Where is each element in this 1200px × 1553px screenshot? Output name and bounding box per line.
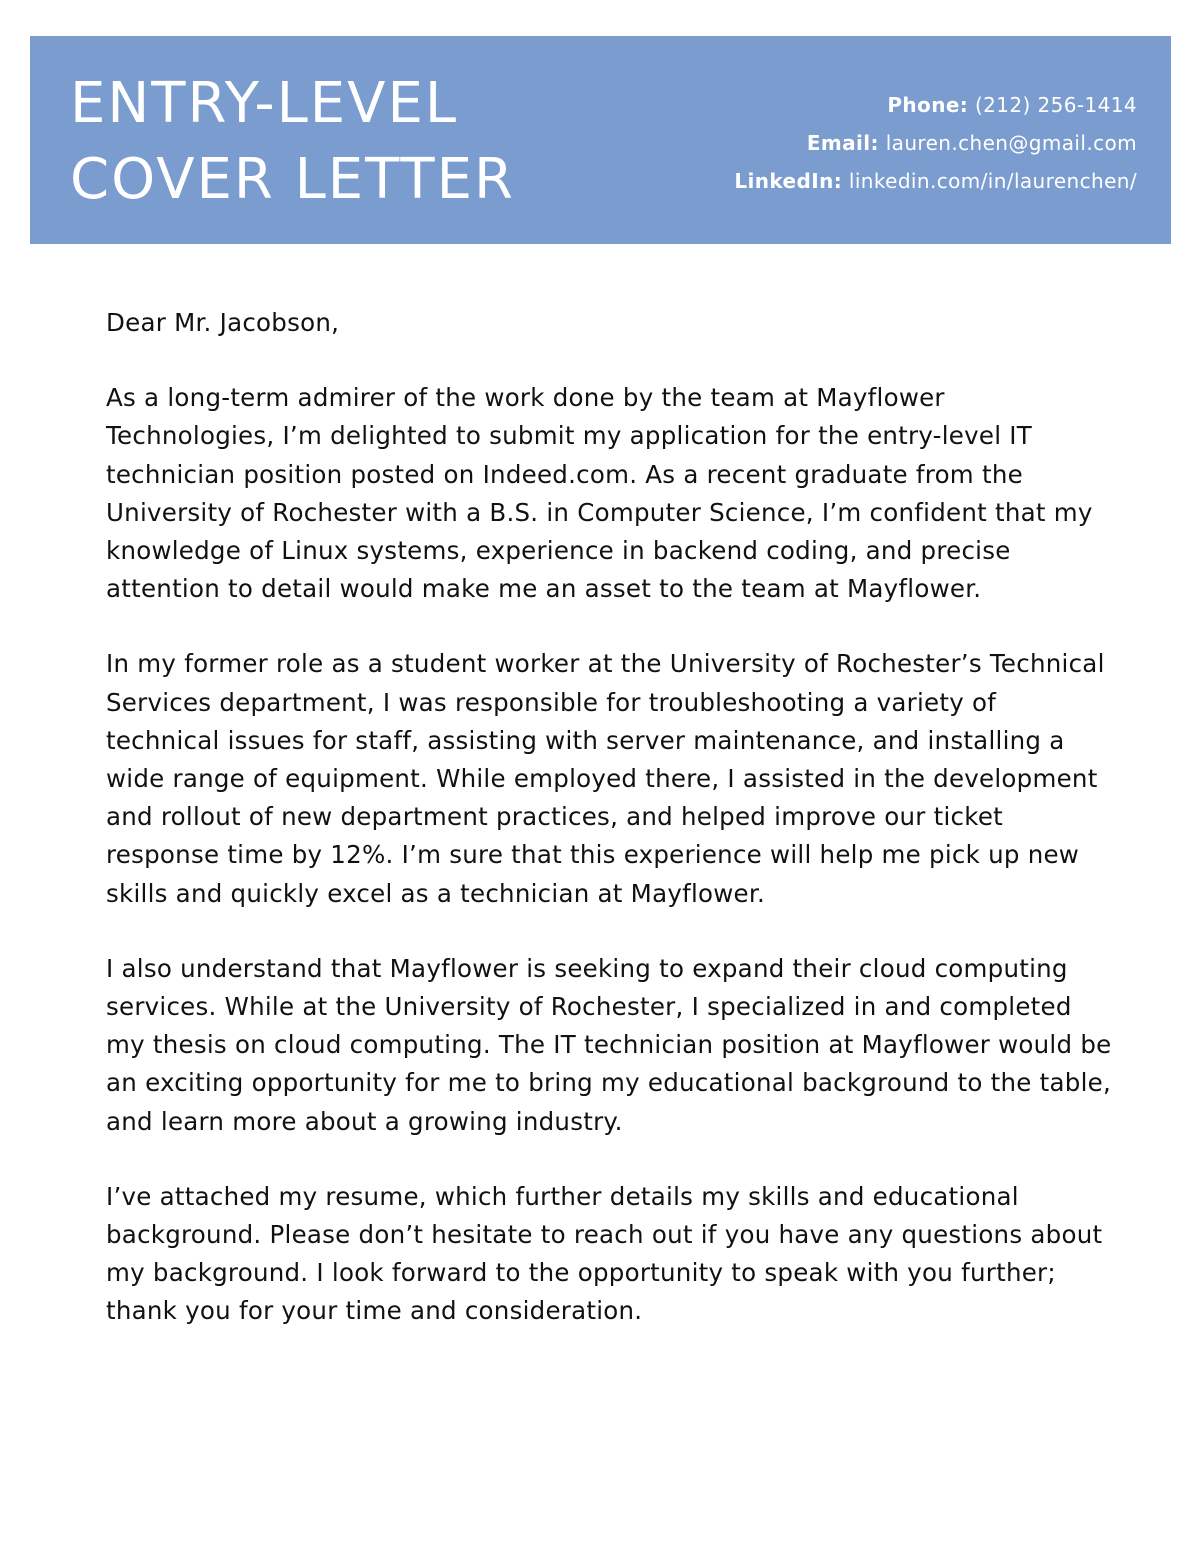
email-value[interactable]: lauren.chen@gmail.com	[885, 131, 1137, 155]
phone-row	[734, 86, 1137, 124]
paragraph-closing: I’ve attached my resume, which further details my skills and educational background. Please don’t hesitate to reach out if you have any questions about my background. I look forward to the opportunity to speak with you further; thank you for your time and consideration.	[106, 1181, 1103, 1326]
linkedin-value[interactable]: linkedin.com/in/laurenchen/	[848, 169, 1137, 193]
contact-info	[734, 86, 1137, 200]
header-banner	[30, 36, 1171, 244]
letter-body	[106, 304, 1116, 1368]
salutation: Dear Mr. Jacobson,	[106, 308, 340, 337]
document-title	[70, 66, 515, 218]
title-line-2: COVER LETTER	[70, 147, 515, 212]
title-line-1: ENTRY-LEVEL	[70, 71, 459, 136]
linkedin-label: LinkedIn:	[734, 169, 843, 193]
email-label: Email:	[806, 131, 879, 155]
paragraph-experience: In my former role as a student worker at the University of Rochester’s Technical Services department, I was responsible for troubleshooting a variety of technical issues for staff, assisting with server maintenance, and installing a wide range of equipment. While employed there, I assisted in the development and rollout of new department practices, and helped improve our ticket response time by 12%. I’m sure that this experience will help me pick up new skills and quickly excel as a technician at Mayflower.	[106, 649, 1105, 908]
phone-value: (212) 256-1414	[974, 93, 1137, 117]
linkedin-row	[734, 162, 1137, 200]
email-row	[734, 124, 1137, 162]
paragraph-cloud-computing: I also understand that Mayflower is seeking to expand their cloud computing services. While at the University of Rochester, I specialized in and completed my thesis on cloud computing. The IT technician position at Mayflower would be an exciting opportunity for me to bring my educational background to the table, and learn more about a growing industry.	[106, 953, 1112, 1136]
phone-label: Phone:	[887, 93, 969, 117]
paragraph-intro: As a long-term admirer of the work done by the team at Mayflower Technologies, I’m delighted to submit my application for the entry-level IT technician position posted on Indeed.com. As a recent graduate from the University of Rochester with a B.S. in Computer Science, I’m confident that my knowledge of Linux systems, experience in backend coding, and precise attention to detail would make me an asset to the team at Mayflower.	[106, 383, 1093, 604]
